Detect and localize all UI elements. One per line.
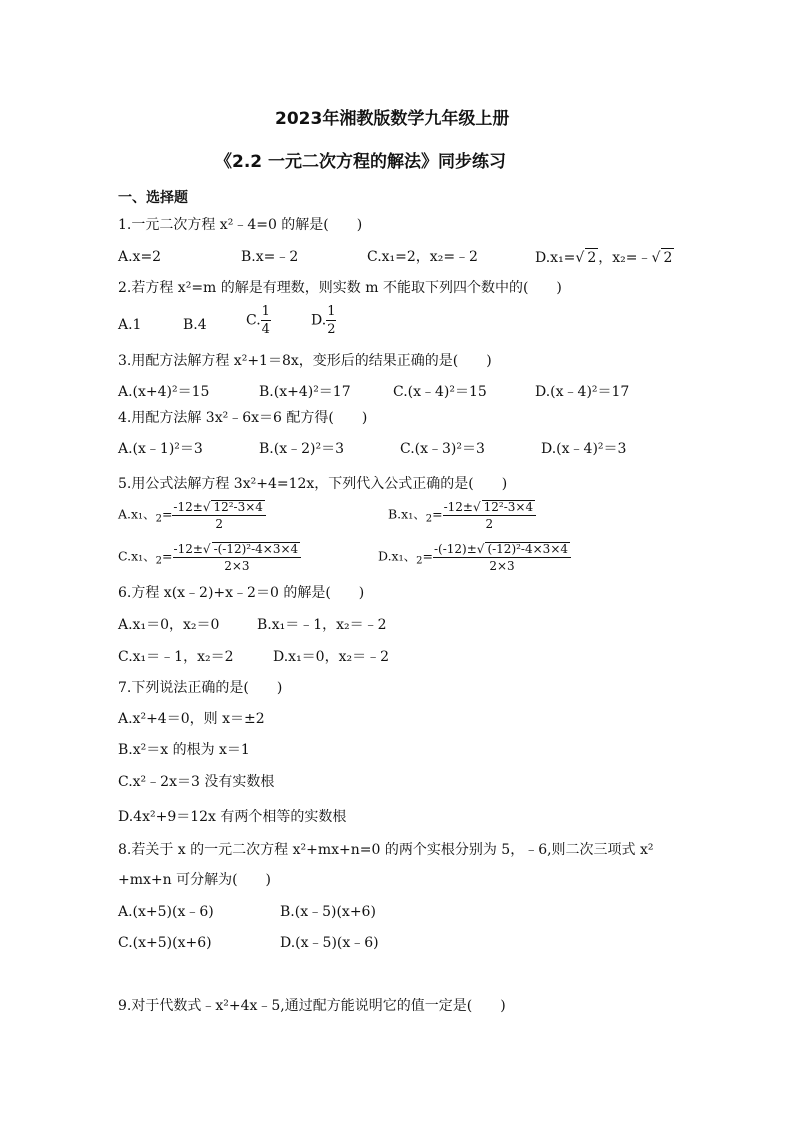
question-6-option-b: B.x₁＝﹣1，x₂＝﹣2 xyxy=(257,617,387,633)
option-c-prefix: C. xyxy=(246,312,261,329)
option-d-prefix: D.x₁= xyxy=(535,250,576,266)
question-8-stem-line1: 8.若关于 x 的一元二次方程 x²+mx+n=0 的两个实根分别为 5，﹣6,则二次三项式 x² xyxy=(118,842,654,858)
denominator: 4 xyxy=(261,322,270,337)
question-1-option-b: B.x=﹣2 xyxy=(241,249,299,265)
denominator: 2 xyxy=(215,517,223,531)
question-3-option-b: B.(x+4)²＝17 xyxy=(259,384,351,400)
question-6-option-d: D.x₁＝0，x₂＝﹣2 xyxy=(273,649,390,665)
radicand: 2 xyxy=(663,250,673,266)
equals: = xyxy=(422,548,433,564)
radical-sign: √ xyxy=(651,250,661,266)
numerator xyxy=(433,542,571,558)
fraction xyxy=(172,500,266,530)
numerator-prefix: -12± xyxy=(173,500,203,514)
option-d-prefix: D.x₁、 xyxy=(378,548,417,564)
radicand: 12²-3×4 xyxy=(213,500,263,514)
denominator: 2 xyxy=(485,517,494,531)
equals: = xyxy=(162,548,173,564)
numerator-prefix: -12± xyxy=(443,500,473,514)
radicand: (-12)²-4×3×4 xyxy=(487,542,569,556)
radical-sign: √ xyxy=(575,250,585,266)
fraction xyxy=(173,542,302,572)
question-3-option-d: D.(x﹣4)²＝17 xyxy=(535,384,630,400)
question-3-stem: 3.用配方法解方程 x²+1＝8x，变形后的结果正确的是( ) xyxy=(118,353,492,369)
question-7-option-a: A.x²+4＝0，则 x＝±2 xyxy=(118,711,265,727)
question-2-option-c xyxy=(246,305,271,336)
numerator-prefix: -12± xyxy=(173,542,203,556)
option-d-prefix: D. xyxy=(311,312,327,329)
question-4-option-c: C.(x﹣3)²＝3 xyxy=(400,441,485,457)
fraction xyxy=(326,305,336,336)
numerator: 1 xyxy=(327,304,336,319)
question-2-stem: 2.若方程 x²=m 的解是有理数，则实数 m 不能取下列四个数中的( ) xyxy=(118,280,562,296)
question-8-option-d: D.(x﹣5)(x﹣6) xyxy=(280,935,379,951)
numerator xyxy=(173,542,302,558)
question-8-option-c: C.(x+5)(x+6) xyxy=(118,935,212,951)
radical-sign: √ xyxy=(202,500,211,514)
option-d-middle: ，x₂=﹣ xyxy=(598,250,652,266)
question-4-option-b: B.(x﹣2)²＝3 xyxy=(259,441,344,457)
question-3-option-c: C.(x﹣4)²＝15 xyxy=(393,384,487,400)
question-2-option-b: B.4 xyxy=(183,317,207,333)
denominator: 2×3 xyxy=(224,559,250,573)
question-4-option-d: D.(x﹣4)²＝3 xyxy=(541,441,627,457)
denominator: 2 xyxy=(327,322,336,337)
question-5-stem: 5.用公式法解方程 3x²+4=12x，下列代入公式正确的是( ) xyxy=(118,476,508,492)
question-3-option-a: A.(x+4)²＝15 xyxy=(118,384,210,400)
option-c-prefix: C.x₁、 xyxy=(118,548,156,564)
fraction xyxy=(433,542,571,572)
question-8-option-a: A.(x+5)(x﹣6) xyxy=(118,904,214,920)
question-6-option-c: C.x₁＝﹣1，x₂＝2 xyxy=(118,649,234,665)
option-b-prefix: B.x₁、 xyxy=(388,506,426,522)
question-7-option-d: D.4x²+9＝12x 有两个相等的实数根 xyxy=(118,809,347,825)
subscript: 2 xyxy=(155,555,163,567)
question-7-option-c: C.x²﹣2x＝3 没有实数根 xyxy=(118,774,275,790)
equals: = xyxy=(161,506,173,522)
subscript: 2 xyxy=(155,513,162,525)
numerator xyxy=(172,500,266,516)
question-1-option-d xyxy=(535,248,674,267)
question-5-option-a xyxy=(118,500,266,530)
numerator xyxy=(443,500,537,516)
question-1-stem: 1.一元二次方程 x²﹣4=0 的解是( ) xyxy=(118,217,363,233)
question-1-option-c: C.x₁=2，x₂=﹣2 xyxy=(367,249,478,265)
fraction xyxy=(261,305,271,336)
question-8-option-b: B.(x﹣5)(x+6) xyxy=(280,904,376,920)
denominator: 2×3 xyxy=(489,559,515,573)
question-4-option-a: A.(x﹣1)²＝3 xyxy=(118,441,203,457)
question-8-stem-line2: +mx+n 可分解为( ) xyxy=(118,872,272,888)
radicand: 12²-3×4 xyxy=(483,500,534,514)
question-9-stem: 9.对于代数式﹣x²+4x﹣5,通过配方能说明它的值一定是( ) xyxy=(118,998,506,1014)
question-5-option-c xyxy=(118,542,301,572)
radical-sign: √ xyxy=(476,542,485,556)
question-7-stem: 7.下列说法正确的是( ) xyxy=(118,680,283,696)
question-1-option-a: A.x=2 xyxy=(118,249,162,265)
section-heading: 一、选择题 xyxy=(118,190,188,206)
question-2-option-a: A.1 xyxy=(118,317,142,333)
numerator: 1 xyxy=(261,304,270,319)
radical-sign: √ xyxy=(202,542,211,556)
subscript: 2 xyxy=(425,513,433,525)
question-2-option-d xyxy=(311,305,336,336)
fraction xyxy=(443,500,537,530)
question-5-option-b xyxy=(388,500,536,530)
option-a-prefix: A.x₁、 xyxy=(118,506,156,522)
radicand: 2 xyxy=(587,250,597,266)
subscript: 2 xyxy=(416,555,423,567)
question-6-option-a: A.x₁＝0，x₂＝0 xyxy=(118,617,220,633)
question-6-stem: 6.方程 x(x﹣2)+x﹣2＝0 的解是( ) xyxy=(118,585,365,601)
radicand: -(-12)²-4×3×4 xyxy=(213,542,299,556)
equals: = xyxy=(432,506,443,522)
document-subtitle: 《2.2 一元二次方程的解法》同步练习 xyxy=(215,152,507,172)
question-4-stem: 4.用配方法解 3x²﹣6x＝6 配方得( ) xyxy=(118,410,368,426)
document-title: 2023年湘教版数学九年级上册 xyxy=(275,109,510,129)
question-7-option-b: B.x²＝x 的根为 x＝1 xyxy=(118,742,250,758)
numerator-prefix: -(-12)± xyxy=(433,542,477,556)
question-5-option-d xyxy=(378,542,571,572)
radical-sign: √ xyxy=(472,500,481,514)
